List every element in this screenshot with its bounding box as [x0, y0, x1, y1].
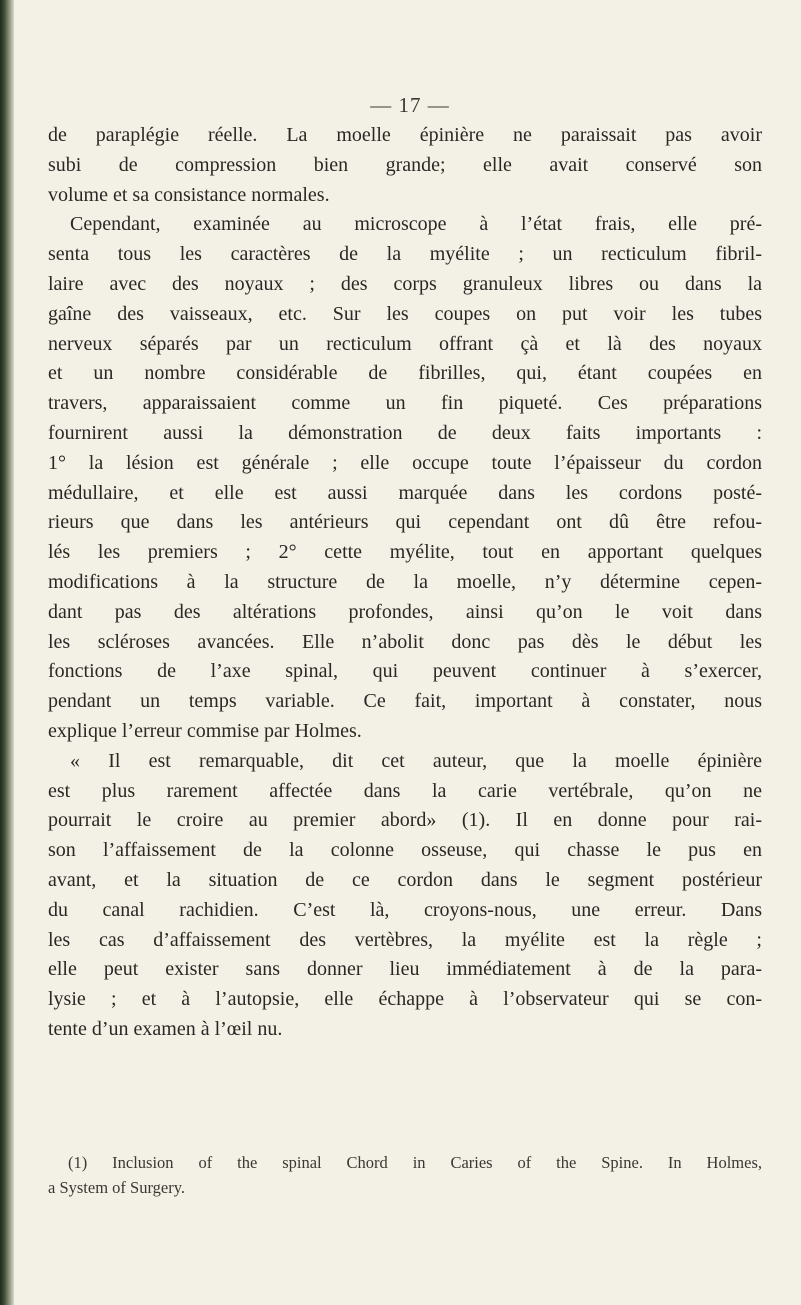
text-line: explique l’erreur commise par Holmes.: [48, 719, 362, 742]
text-line: rieurs que dans les antérieurs qui cependant ont dû être refou-: [48, 511, 762, 534]
text-line: elle peut exister sans donner lieu immédiatement à de la para-: [48, 958, 762, 981]
text-line: et un nombre considérable de fibrilles, qui, étant coupées en: [48, 362, 762, 385]
text-line: subi de compression bien grande; elle avait conservé son: [48, 153, 762, 176]
body-text: [48, 121, 762, 1045]
footnote-line: (1) Inclusion of the spinal Chord in Caries of the Spine. In Holmes,: [68, 1153, 762, 1172]
page-number: — 17 —: [370, 93, 450, 117]
text-line: 1° la lésion est générale ; elle occupe toute l’épaisseur du cordon: [48, 451, 762, 474]
text-line: « Il est remarquable, dit cet auteur, que la moelle épinière: [70, 749, 762, 772]
book-gutter-shadow: [0, 0, 14, 1305]
text-line: volume et sa consistance normales.: [48, 183, 330, 206]
text-line: fonctions de l’axe spinal, qui peuvent continuer à s’exercer,: [48, 660, 762, 683]
paragraph-1: [48, 121, 762, 210]
text-line: médullaire, et elle est aussi marquée dans les cordons posté-: [48, 481, 762, 504]
text-line: avant, et la situation de ce cordon dans le segment postérieur: [48, 868, 762, 891]
text-line: fournirent aussi la démonstration de deux faits importants :: [48, 421, 762, 444]
footnote: [48, 1150, 762, 1200]
text-line: les cas d’affaissement des vertèbres, la myélite est la règle ;: [48, 928, 762, 951]
text-line: de paraplégie réelle. La moelle épinière ne paraissait pas avoir: [48, 124, 762, 146]
text-line: du canal rachidien. C’est là, croyons-nous, une erreur. Dans: [48, 898, 762, 921]
paragraph-2: [48, 210, 762, 746]
text-line: pendant un temps variable. Ce fait, important à constater, nous: [48, 690, 762, 713]
text-line: travers, apparaissaient comme un fin piqueté. Ces préparations: [48, 392, 762, 415]
text-line: son l’affaissement de la colonne osseuse, qui chasse le pus en: [48, 839, 762, 862]
text-line: les scléroses avancées. Elle n’abolit donc pas dès le début les: [48, 630, 762, 653]
text-line: lysie ; et à l’autopsie, elle échappe à l’observateur qui se con-: [48, 988, 762, 1011]
text-line: Cependant, examinée au microscope à l’état frais, elle pré-: [70, 213, 762, 236]
text-line: lés les premiers ; 2° cette myélite, tout en apportant quelques: [48, 541, 762, 564]
text-line: modifications à la structure de la moelle, n’y détermine cepen-: [48, 570, 762, 593]
text-line: laire avec des noyaux ; des corps granuleux libres ou dans la: [48, 272, 762, 295]
text-line: tente d’un examen à l’œil nu.: [48, 1017, 283, 1040]
text-line: gaîne des vaisseaux, etc. Sur les coupes on put voir les tubes: [48, 302, 762, 325]
text-line: nerveux séparés par un recticulum offrant çà et là des noyaux: [48, 332, 762, 355]
text-line: dant pas des altérations profondes, ainsi qu’on le voit dans: [48, 600, 762, 623]
book-page: [40, 0, 780, 1305]
text-line: senta tous les caractères de la myélite ; un recticulum fibril-: [48, 243, 762, 266]
text-line: est plus rarement affectée dans la carie vertébrale, qu’on ne: [48, 779, 762, 802]
footnote-line: a System of Surgery.: [48, 1178, 186, 1197]
text-line: pourrait le croire au premier abord» (1). Il en donne pour rai-: [48, 809, 762, 832]
paragraph-3: [48, 747, 762, 1045]
